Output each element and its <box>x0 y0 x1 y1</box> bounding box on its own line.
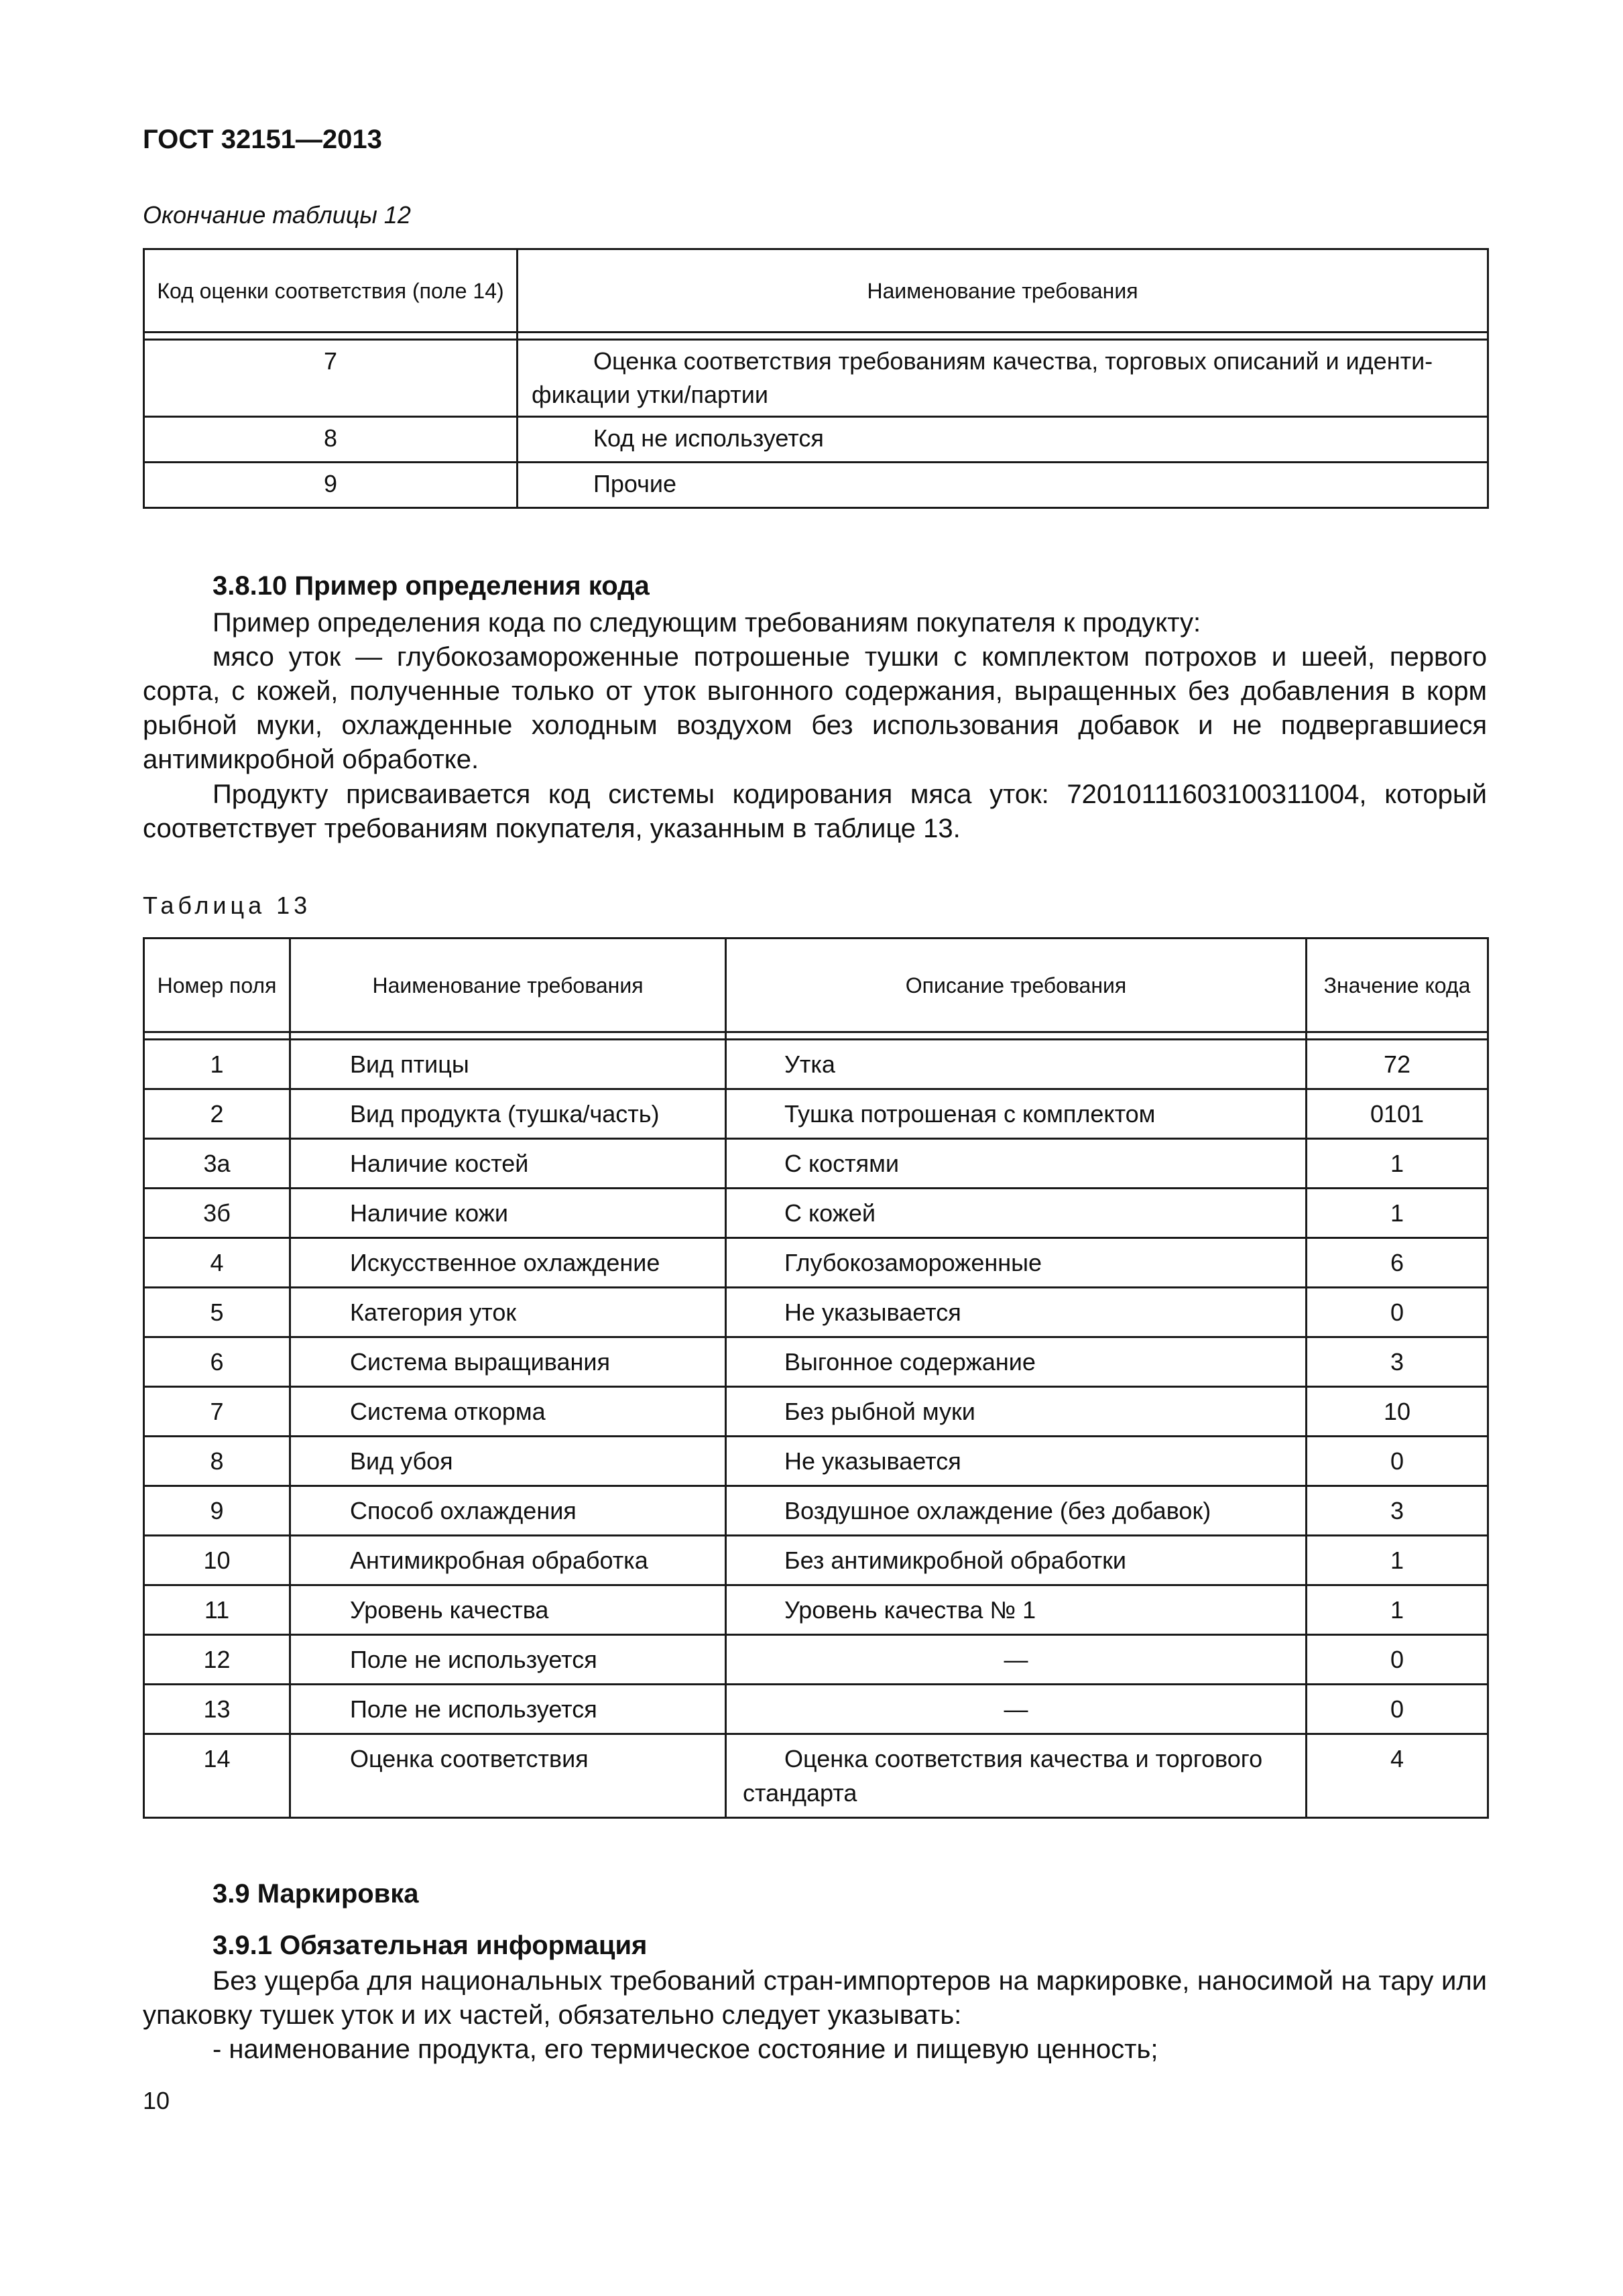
table13-cell-name: Поле не используется <box>290 1635 726 1685</box>
table13-cell-name: Уровень качества <box>290 1585 726 1635</box>
table12-header-name: Наименование требования <box>518 249 1488 333</box>
table13-cell-name: Система откорма <box>290 1387 726 1437</box>
table-row <box>144 1585 1488 1635</box>
table13-cell-desc: С костями <box>726 1139 1307 1189</box>
table13-header-desc: Описание требования <box>726 939 1307 1032</box>
table13-cell-field: 13 <box>144 1685 290 1734</box>
table13-cell-field: 14 <box>144 1734 290 1818</box>
table13-cell-name: Система выращивания <box>290 1337 726 1387</box>
table13-cell-value: 0 <box>1307 1635 1488 1685</box>
section-heading-3-9-1: 3.9.1 Обязательная информация <box>213 1931 648 1960</box>
table13-header-name: Наименование требования <box>290 939 726 1032</box>
table13-cell-field: 7 <box>144 1387 290 1437</box>
table-13 <box>143 937 1489 1819</box>
document-code: ГОСТ 32151—2013 <box>143 125 382 154</box>
table-row <box>144 1189 1488 1238</box>
table13-cell-value: 0 <box>1307 1437 1488 1486</box>
table-12 <box>143 248 1489 509</box>
table12-row-code: 7 <box>144 340 518 417</box>
table-row <box>144 1685 1488 1734</box>
paragraph: - наименование продукта, его термическое состояние и пищевую ценность; <box>213 2035 1158 2064</box>
table13-cell-desc: Воздушное охлаждение (без добавок) <box>726 1486 1307 1536</box>
table13-cell-field: 10 <box>144 1536 290 1585</box>
table13-cell-name: Оценка соответствия <box>290 1734 726 1818</box>
table13-cell-field: 11 <box>144 1585 290 1635</box>
table13-cell-desc: Без рыбной муки <box>726 1387 1307 1437</box>
table-row <box>144 1288 1488 1337</box>
table13-cell-desc: Глубокозамороженные <box>726 1238 1307 1288</box>
table13-cell-field: 6 <box>144 1337 290 1387</box>
table13-cell-field: 3б <box>144 1189 290 1238</box>
table-row <box>144 1486 1488 1536</box>
section-heading-3-9: 3.9 Маркировка <box>213 1879 419 1909</box>
table13-cell-value: 0 <box>1307 1288 1488 1337</box>
table12-row-code: 9 <box>144 463 518 508</box>
table13-cell-desc: — <box>726 1635 1307 1685</box>
paragraph: Без ущерба для национальных требований стран-импортеров на маркировке, наносимой на тару или упаковку тушек уток и их частей, обязательно следует указывать: <box>143 1966 1487 2030</box>
table13-cell-value: 0101 <box>1307 1089 1488 1139</box>
table13-cell-name: Способ охлаждения <box>290 1486 726 1536</box>
table13-cell-field: 9 <box>144 1486 290 1536</box>
table12-header-code: Код оценки соответствия (поле 14) <box>144 249 518 333</box>
table13-cell-desc: Утка <box>726 1040 1307 1089</box>
table13-caption: Таблица 13 <box>143 892 312 919</box>
paragraph: Пример определения кода по следующим требованиям покупателя к продукту: <box>213 608 1201 638</box>
table13-cell-desc: — <box>726 1685 1307 1734</box>
table13-cell-desc: Тушка потрошеная с комплектом <box>726 1089 1307 1139</box>
page-number: 10 <box>143 2087 170 2114</box>
table13-cell-name: Поле не используется <box>290 1685 726 1734</box>
table12-row-name: Прочие <box>518 463 1488 508</box>
table13-cell-name: Наличие костей <box>290 1139 726 1189</box>
table13-cell-name: Искусственное охлаждение <box>290 1238 726 1288</box>
table13-cell-name: Вид продукта (тушка/часть) <box>290 1089 726 1139</box>
table13-cell-value: 4 <box>1307 1734 1488 1818</box>
table13-cell-value: 3 <box>1307 1486 1488 1536</box>
table13-cell-value: 1 <box>1307 1189 1488 1238</box>
table13-cell-value: 0 <box>1307 1685 1488 1734</box>
table12-row-name: Код не используется <box>518 417 1488 463</box>
table13-cell-field: 2 <box>144 1089 290 1139</box>
table-row <box>144 1337 1488 1387</box>
table-row <box>144 1387 1488 1437</box>
table-row <box>144 1238 1488 1288</box>
table-row <box>144 1635 1488 1685</box>
table13-cell-field: 12 <box>144 1635 290 1685</box>
table13-cell-desc: Выгонное содержание <box>726 1337 1307 1387</box>
table-row <box>144 1734 1488 1818</box>
table13-header-value: Значение кода <box>1307 939 1488 1032</box>
table13-cell-value: 1 <box>1307 1536 1488 1585</box>
table12-caption: Окончание таблицы 12 <box>143 201 411 229</box>
table13-cell-name: Антимикробная обработка <box>290 1536 726 1585</box>
table13-cell-field: 3а <box>144 1139 290 1189</box>
table13-cell-name: Категория уток <box>290 1288 726 1337</box>
table13-cell-desc: Не указывается <box>726 1288 1307 1337</box>
paragraph: Продукту присваивается код системы кодирования мяса уток: 7201011160310031​1004, который соответствует требованиям покупателя, указанным в таблице 13. <box>143 780 1487 843</box>
table13-cell-desc: Уровень качества № 1 <box>726 1585 1307 1635</box>
table-row <box>144 1437 1488 1486</box>
table13-cell-value: 1 <box>1307 1139 1488 1189</box>
table13-cell-field: 4 <box>144 1238 290 1288</box>
table13-cell-desc: С кожей <box>726 1189 1307 1238</box>
table13-cell-value: 6 <box>1307 1238 1488 1288</box>
table13-header-field: Номер поля <box>144 939 290 1032</box>
table13-cell-value: 72 <box>1307 1040 1488 1089</box>
section-heading-3-8-10: 3.8.10 Пример определения кода <box>213 571 650 601</box>
table13-cell-field: 8 <box>144 1437 290 1486</box>
table13-cell-value: 3 <box>1307 1337 1488 1387</box>
table13-cell-name: Наличие кожи <box>290 1189 726 1238</box>
table-row <box>144 1139 1488 1189</box>
table13-cell-field: 5 <box>144 1288 290 1337</box>
table13-cell-value: 1 <box>1307 1585 1488 1635</box>
table12-row-name: Оценка соответствия требованиям качества, торговых описаний и иденти- фикации утки/партии <box>518 340 1488 417</box>
table13-cell-name: Вид убоя <box>290 1437 726 1486</box>
table12-row-code: 8 <box>144 417 518 463</box>
paragraph: мясо уток — глубокозамороженные потрошеные тушки с комплектом потрохов и шеей, первого сорта, с кожей, полученные только от уток выгонного содержания, выращенных без добавления в корм рыбной муки, охлажденные холодным воздухом без использования добавок и не подвергавшиеся антимикробной обработке. <box>143 642 1487 774</box>
table13-cell-field: 1 <box>144 1040 290 1089</box>
table-row <box>144 1536 1488 1585</box>
table13-cell-desc: Оценка соответствия качества и торгового стандарта <box>726 1734 1307 1818</box>
table-row <box>144 1040 1488 1089</box>
table13-cell-value: 10 <box>1307 1387 1488 1437</box>
table13-cell-desc: Не указывается <box>726 1437 1307 1486</box>
table-row <box>144 1089 1488 1139</box>
table13-cell-desc: Без антимикробной обработки <box>726 1536 1307 1585</box>
table13-cell-name: Вид птицы <box>290 1040 726 1089</box>
